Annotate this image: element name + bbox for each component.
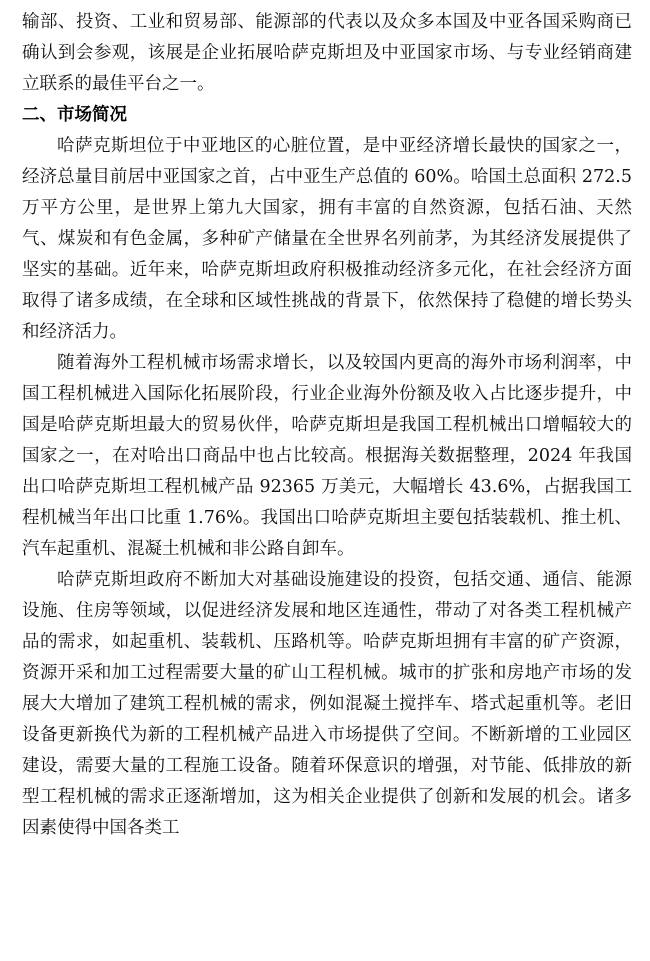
document-page xyxy=(22,7,632,844)
intro-paragraph: 输部、投资、工业和贸易部、能源部的代表以及众多本国及中亚各国采购商已确认到会参观，该展是企业拓展哈萨克斯坦及中亚国家市场、与专业经销商建立联系的最佳平台之一。 xyxy=(22,12,632,94)
section-heading: 二、市场简况 xyxy=(22,105,127,125)
paragraph-trade: 随着海外工程机械市场需求增长，以及较国内更高的海外市场利润率，中国工程机械进入国际化拓展阶段，行业企业海外份额及收入占比逐步提升，中国是哈萨克斯坦最大的贸易伙伴，哈萨克斯坦是我国工程机械出口增幅较大的国家之一，在对哈出口商品中也占比较高。根据海关数据整理，2024 年我国出口哈萨克斯坦工程机械产品 92365 万美元，大幅增长 43.6%，占据我国工程机械当年出口比重 1.76%。我国出口哈萨克斯坦主要包括装载机、推土机、汽车起重机、混凝土机械和非公路自卸车。 xyxy=(22,353,632,559)
paragraph-overview: 哈萨克斯坦位于中亚地区的心脏位置，是中亚经济增长最快的国家之一，经济总量目前居中亚国家之首，占中亚生产总值的 60%。哈国土总面积 272.5 万平方公里，是世界上第九大国家，拥有丰富的自然资源，包括石油、天然气、煤炭和有色金属，多种矿产储量在全世界名列前茅，为其经济发展提供了坚实的基础。近年来，哈萨克斯坦政府积极推动经济多元化，在社会经济方面取得了诸多成绩，在全球和区域性挑战的背景下，依然保持了稳健的增长势头和经济活力。 xyxy=(22,136,632,342)
paragraph-demand: 哈萨克斯坦政府不断加大对基础设施建设的投资，包括交通、通信、能源设施、住房等领域，以促进经济发展和地区连通性，带动了对各类工程机械产品的需求，如起重机、装载机、压路机等。哈萨克斯坦拥有丰富的矿产资源，资源开采和加工过程需要大量的矿山工程机械。城市的扩张和房地产市场的发展大大增加了建筑工程机械的需求，例如混凝土搅拌车、塔式起重机等。老旧设备更新换代为新的工程机械产品进入市场提供了空间。不断新增的工业园区建设，需要大量的工程施工设备。随着环保意识的增强，对节能、低排放的新型工程机械的需求正逐渐增加，这为相关企业提供了创新和发展的机会。诸多因素使得中国各类工 xyxy=(22,570,632,838)
